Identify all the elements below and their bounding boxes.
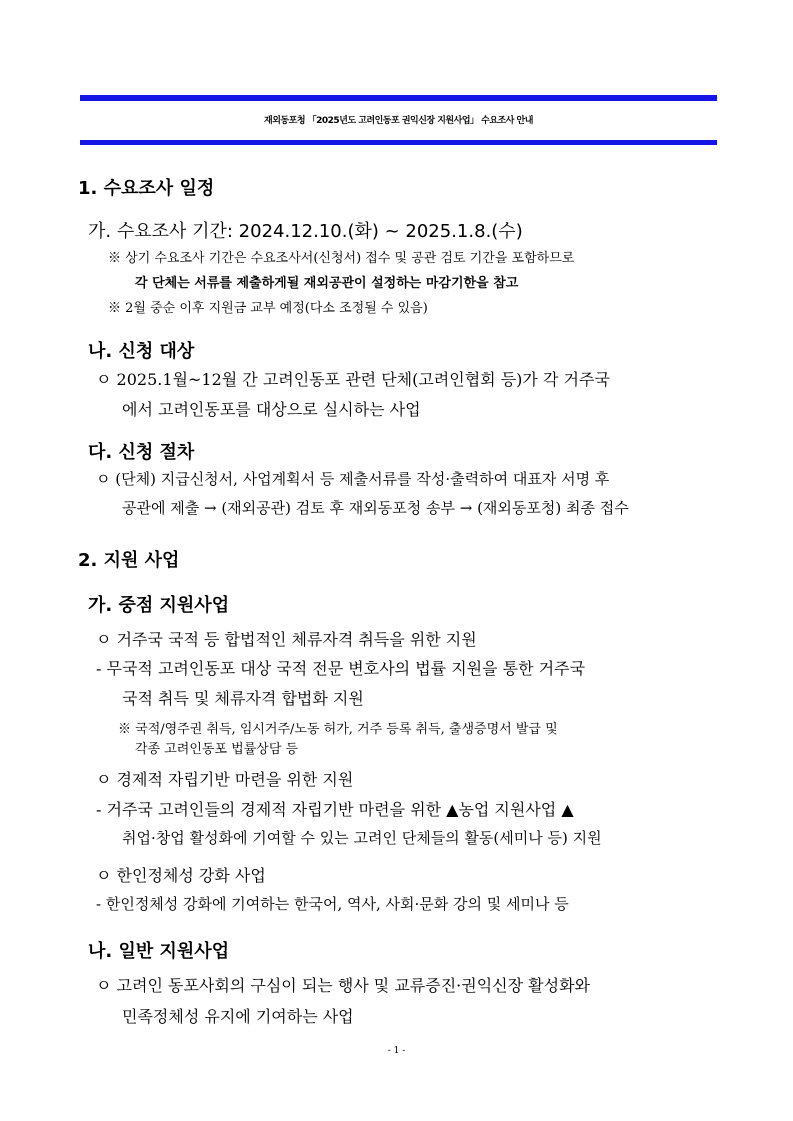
document-title: 재외동포청 「2025년도 고려인동포 권익신장 지원사업」 수요조사 안내 xyxy=(264,116,533,126)
section-2a-dash-1b: 국적 취득 및 체류자격 합법화 지원 xyxy=(122,689,364,708)
section-2b-line-1: ㅇ 고려인 동포사회의 구심이 되는 행사 및 교류증진·권익신장 활성화와 xyxy=(96,976,590,995)
page-number: - 1 - xyxy=(387,1046,406,1056)
section-2a-note-1b: 각종 고려인동포 법률상담 등 xyxy=(135,742,299,757)
section-1a-note-1: ※ 상기 수요조사 기간은 수요조사서(신청서) 접수 및 공관 검토 기간을 포함하므로 xyxy=(108,251,575,266)
section-1a-note-2: ※ 2월 중순 이후 지원금 교부 예정(다소 조정될 수 있음) xyxy=(108,301,428,316)
section-2a-bullet-3: ㅇ 한인정체성 강화 사업 xyxy=(96,866,266,885)
section-1c-line-1: ㅇ (단체) 지급신청서, 사업계획서 등 제출서류를 작성·출력하여 대표자 서명 후 xyxy=(96,470,610,488)
section-2b-heading: 나. 일반 지원사업 xyxy=(88,941,230,962)
title-top-rule xyxy=(80,95,717,101)
section-2a-note-1a: ※ 국적/영주권 취득, 임시거주/노동 허가, 거주 등록 취득, 출생증명서 발급 및 xyxy=(118,722,558,737)
section-2a-bullet-2: ㅇ 경제적 자립기반 마련을 위한 지원 xyxy=(96,770,354,789)
section-2b-line-2: 민족정체성 유지에 기여하는 사업 xyxy=(122,1007,354,1026)
section-2a-dash-2b: 취업·창업 활성화에 기여할 수 있는 고려인 단체들의 활동(세미나 등) 지원 xyxy=(122,829,602,847)
section-1a-heading: 가. 수요조사 기간: 2024.12.10.(화) ~ 2025.1.8.(수) xyxy=(88,221,523,242)
section-1b-heading: 나. 신청 대상 xyxy=(88,341,195,362)
section-2a-dash-3: - 한인정체성 강화에 기여하는 한국어, 역사, 사회·문화 강의 및 세미나 등 xyxy=(96,895,569,913)
section-1-heading: 1. 수요조사 일정 xyxy=(78,178,215,199)
title-bottom-rule xyxy=(80,140,717,145)
section-2a-dash-1a: - 무국적 고려인동포 대상 국적 전문 변호사의 법률 지원을 통한 거주국 xyxy=(96,659,586,678)
section-2a-dash-2a: - 거주국 고려인들의 경제적 자립기반 마련을 위한 ▲농업 지원사업 ▲ xyxy=(96,800,574,819)
section-1c-line-2: 공관에 제출 → (재외공관) 검토 후 재외동포청 송부 → (재외동포청) 최종 접수 xyxy=(122,499,629,517)
section-1b-line-1: ㅇ 2025.1월~12월 간 고려인동포 관련 단체(고려인협회 등)가 각 거주국 xyxy=(96,370,610,389)
section-2a-bullet-1: ㅇ 거주국 국적 등 합법적인 체류자격 취득을 위한 지원 xyxy=(96,630,477,649)
section-1b-line-2: 에서 고려인동포를 대상으로 실시하는 사업 xyxy=(122,400,421,419)
section-2-heading: 2. 지원 사업 xyxy=(78,550,180,571)
section-2a-heading: 가. 중점 지원사업 xyxy=(88,595,230,616)
section-1a-note-1-bold: 각 단체는 서류를 제출하게될 재외공관이 설정하는 마감기한을 참고 xyxy=(135,276,519,291)
section-1c-heading: 다. 신청 절차 xyxy=(88,442,195,463)
